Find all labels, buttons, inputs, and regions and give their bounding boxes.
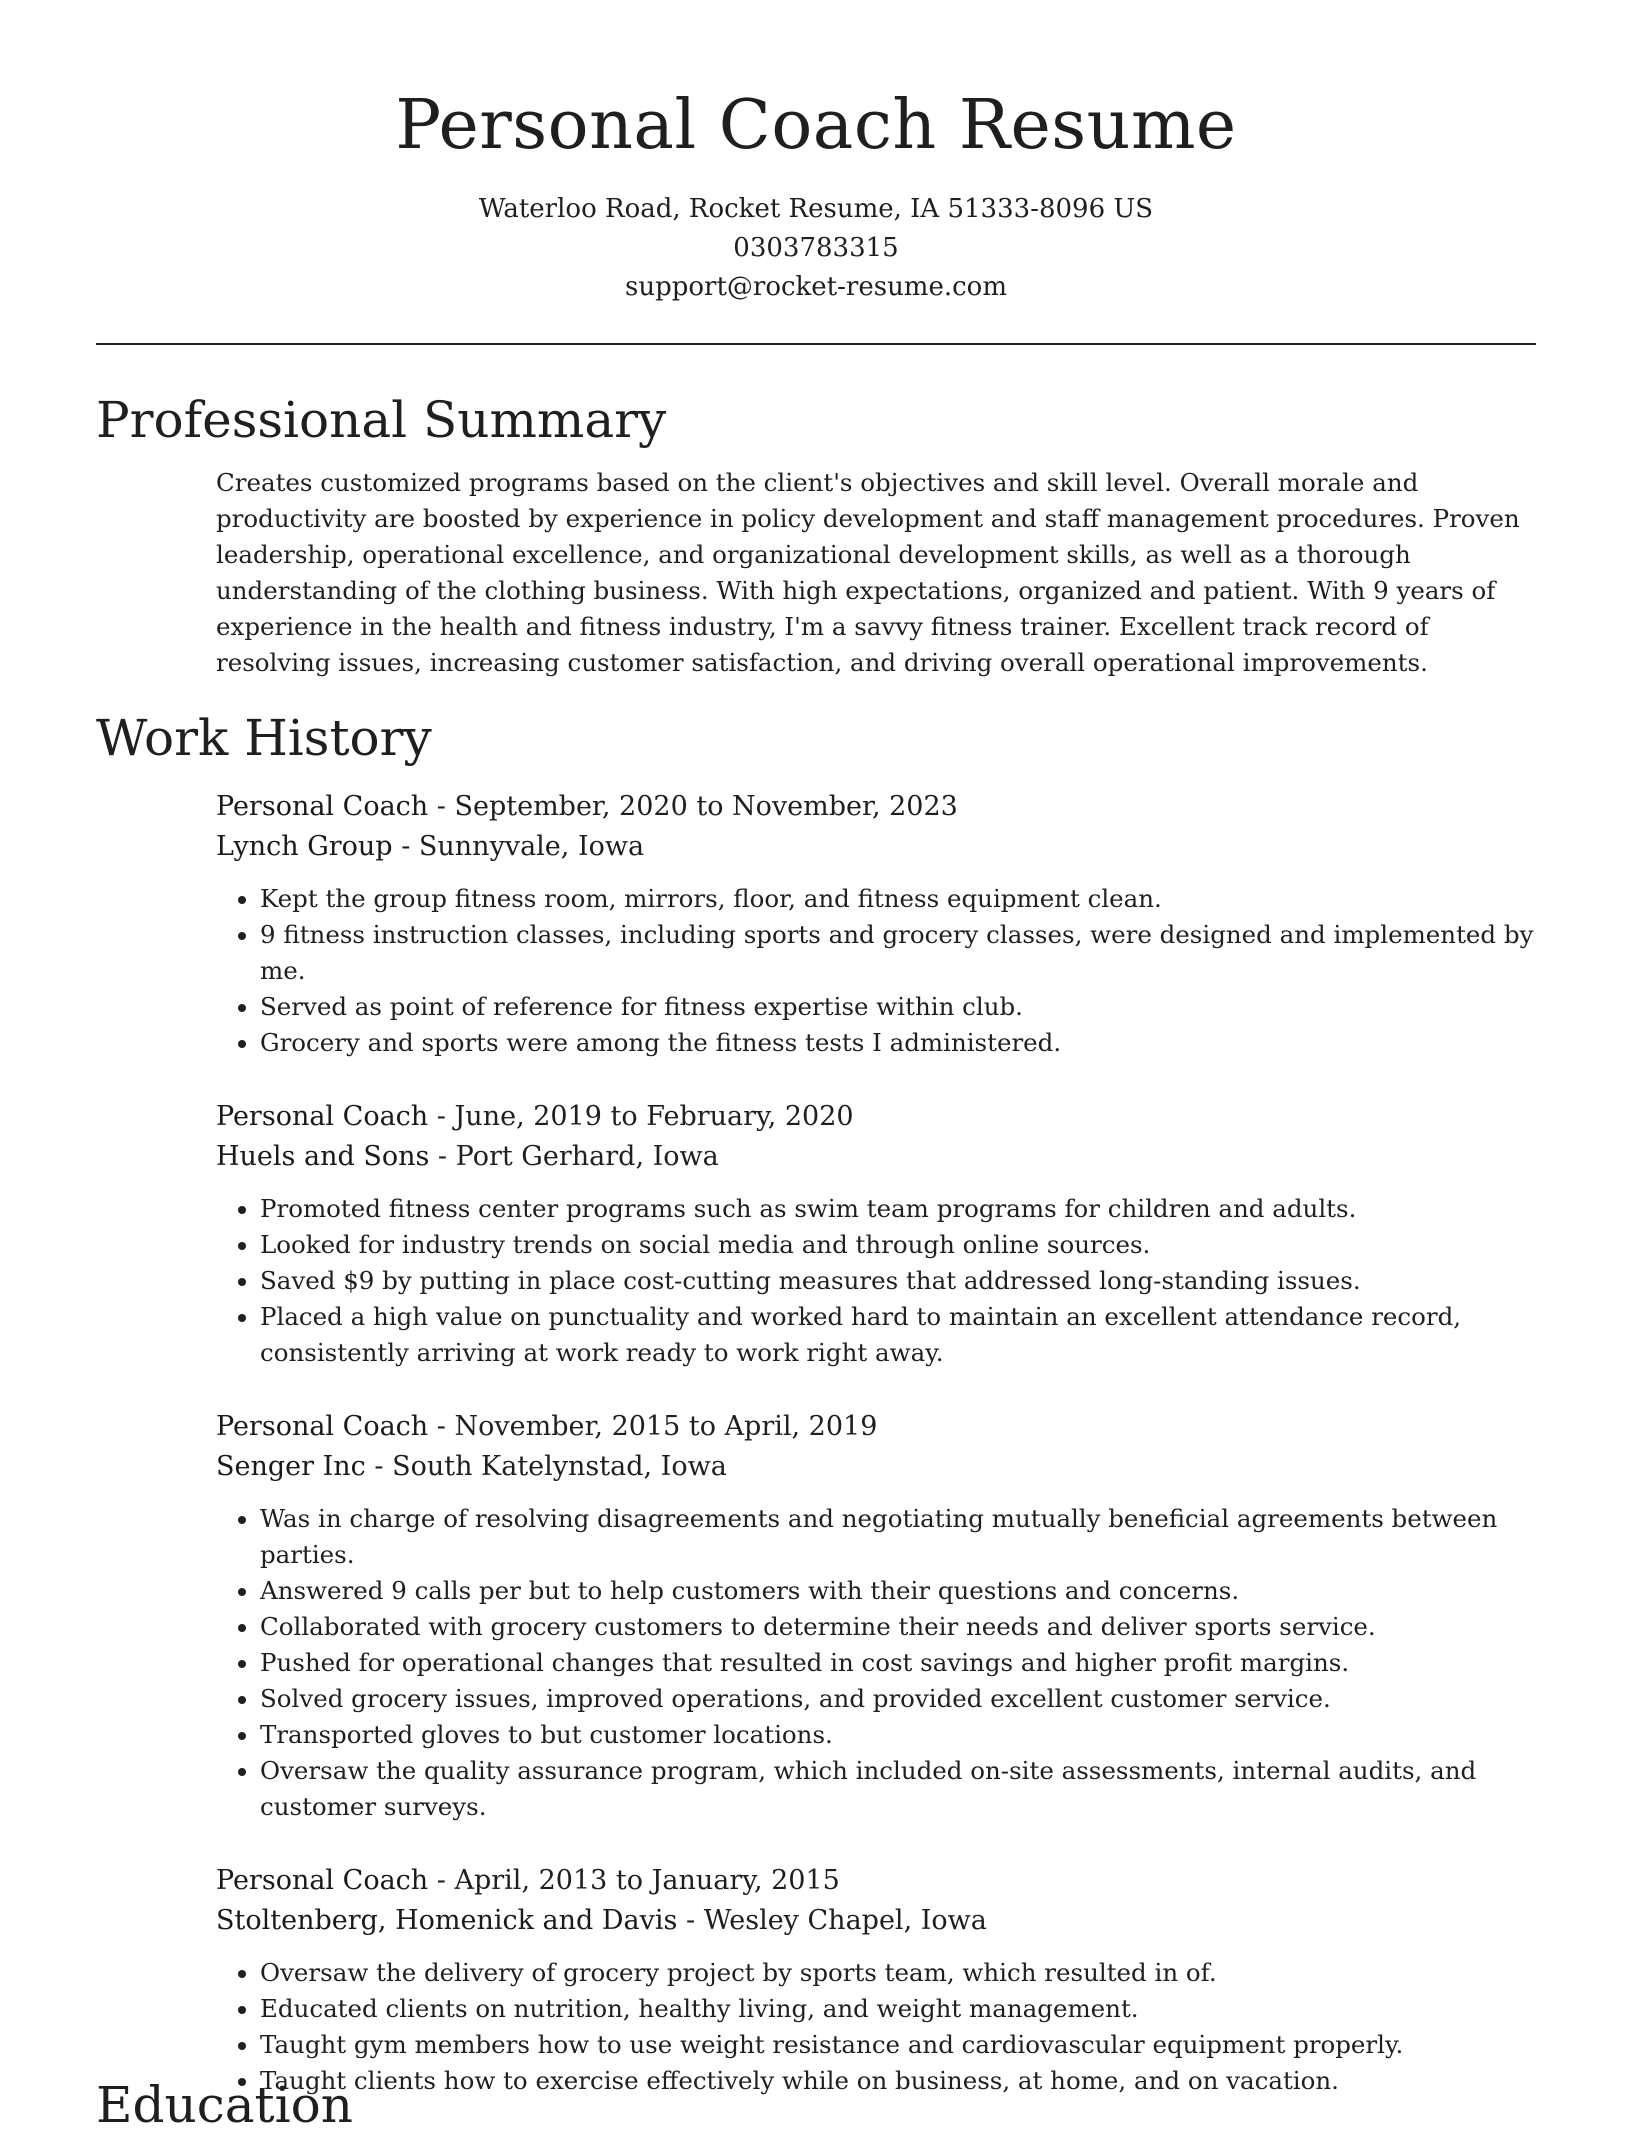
duty-item: • Saved $9 by putting in place cost-cutting measures that addressed long-standing issues. bbox=[260, 1263, 1536, 1299]
resume-header bbox=[96, 0, 1536, 307]
duty-item: • Taught clients how to exercise effectively while on business, at home, and on vacation. bbox=[260, 2063, 1536, 2099]
duty-item: • Was in charge of resolving disagreements and negotiating mutually beneficial agreements between parties. bbox=[260, 1501, 1536, 1573]
job-duties bbox=[216, 881, 1536, 1061]
separator: - bbox=[677, 1905, 704, 1936]
duty-item: • Educated clients on nutrition, healthy living, and weight management. bbox=[260, 1991, 1536, 2027]
job-company: Stoltenberg, Homenick and Davis bbox=[216, 1905, 678, 1936]
header-divider bbox=[96, 343, 1536, 345]
work-history-section bbox=[96, 707, 1536, 2099]
job-title: Personal Coach bbox=[216, 1411, 429, 1442]
summary-heading: Professional Summary bbox=[96, 391, 667, 449]
duty-item: • Promoted fitness center programs such as swim team programs for children and adults. bbox=[260, 1191, 1536, 1227]
duty-item: • Solved grocery issues, improved operations, and provided excellent customer service. bbox=[260, 1681, 1536, 1717]
separator: - bbox=[392, 831, 419, 862]
job-company-line bbox=[216, 1901, 1536, 1941]
job-company: Lynch Group bbox=[216, 831, 393, 862]
job-duties bbox=[216, 1501, 1536, 1825]
job-title: Personal Coach bbox=[216, 1865, 429, 1896]
job-duties bbox=[216, 1955, 1536, 2099]
job-title-line bbox=[216, 787, 1536, 827]
duty-item: • Served as point of reference for fitness expertise within club. bbox=[260, 989, 1536, 1025]
job-dates: April, 2013 to January, 2015 bbox=[454, 1865, 840, 1896]
job-location: Wesley Chapel, Iowa bbox=[703, 1905, 987, 1936]
job-duties bbox=[216, 1191, 1536, 1371]
job-company: Huels and Sons bbox=[216, 1141, 430, 1172]
separator: - bbox=[365, 1451, 393, 1482]
job-company-line bbox=[216, 1137, 1536, 1177]
job-entry bbox=[216, 1097, 1536, 1371]
duty-item: • Placed a high value on punctuality and worked hard to maintain an excellent attendance record, consistently arriving at work ready to work right away. bbox=[260, 1299, 1536, 1371]
resume-page bbox=[96, 0, 1536, 2099]
job-location: South Katelynstad, Iowa bbox=[392, 1451, 727, 1482]
email: support@rocket-resume.com bbox=[624, 272, 1007, 302]
work-history-heading: Work History bbox=[96, 709, 432, 767]
job-company: Senger Inc bbox=[216, 1451, 366, 1482]
duty-item: • Looked for industry trends on social media and through online sources. bbox=[260, 1227, 1536, 1263]
job-dates: June, 2019 to February, 2020 bbox=[454, 1101, 854, 1132]
duty-item: • Collaborated with grocery customers to determine their needs and deliver sports service. bbox=[260, 1609, 1536, 1645]
job-company-line bbox=[216, 827, 1536, 867]
job-location: Sunnyvale, Iowa bbox=[418, 831, 645, 862]
duty-item: • Taught gym members how to use weight resistance and cardiovascular equipment properly. bbox=[260, 2027, 1536, 2063]
job-entry bbox=[216, 787, 1536, 1061]
job-company-line bbox=[216, 1447, 1536, 1487]
separator: - bbox=[428, 1411, 455, 1442]
separator: - bbox=[429, 1141, 456, 1172]
summary-text: Creates customized programs based on the client's objectives and skill level. Overall morale and productivity are boosted by experience in policy development and staff management procedures. Proven leadership, operational excellence, and organizational development skills, as well as a thorough understanding of the clothing business. With high expectations, organized and patient. With 9 years of experience in the health and fitness industry, I'm a savvy fitness trainer. Excellent track record of resolving issues, increasing customer satisfaction, and driving overall operational improvements. bbox=[216, 468, 1520, 677]
separator: - bbox=[428, 1865, 455, 1896]
job-title: Personal Coach bbox=[216, 1101, 429, 1132]
address: Waterloo Road, Rocket Resume, IA 51333-8096 US bbox=[478, 194, 1154, 224]
duty-item: • Grocery and sports were among the fitness tests I administered. bbox=[260, 1025, 1536, 1061]
duty-item: • Transported gloves to but customer locations. bbox=[260, 1717, 1536, 1753]
job-title-line bbox=[216, 1097, 1536, 1137]
job-dates: November, 2015 to April, 2019 bbox=[454, 1411, 878, 1442]
duty-item: • Answered 9 calls per but to help customers with their questions and concerns. bbox=[260, 1573, 1536, 1609]
duty-item: • Kept the group fitness room, mirrors, floor, and fitness equipment clean. bbox=[260, 881, 1536, 917]
duty-item: • 9 fitness instruction classes, including sports and grocery classes, were designed and implemented by me. bbox=[260, 917, 1536, 989]
duty-item: • Oversaw the quality assurance program, which included on-site assessments, internal audits, and customer surveys. bbox=[260, 1753, 1536, 1825]
duty-item: • Oversaw the delivery of grocery project by sports team, which resulted in of. bbox=[260, 1955, 1536, 1991]
summary-section bbox=[96, 389, 1536, 681]
education-heading: Education bbox=[96, 2076, 353, 2134]
resume-title: Personal Coach Resume bbox=[395, 86, 1237, 165]
contact-info bbox=[96, 190, 1536, 307]
job-entry bbox=[216, 1407, 1536, 1825]
phone: 0303783315 bbox=[733, 233, 899, 263]
job-dates: September, 2020 to November, 2023 bbox=[454, 791, 958, 822]
job-title-line bbox=[216, 1407, 1536, 1447]
job-entry bbox=[216, 1861, 1536, 2099]
duty-item: • Pushed for operational changes that resulted in cost savings and higher profit margins. bbox=[260, 1645, 1536, 1681]
job-location: Port Gerhard, Iowa bbox=[455, 1141, 719, 1172]
separator: - bbox=[428, 1101, 455, 1132]
separator: - bbox=[428, 791, 455, 822]
job-title: Personal Coach bbox=[216, 791, 429, 822]
job-title-line bbox=[216, 1861, 1536, 1901]
